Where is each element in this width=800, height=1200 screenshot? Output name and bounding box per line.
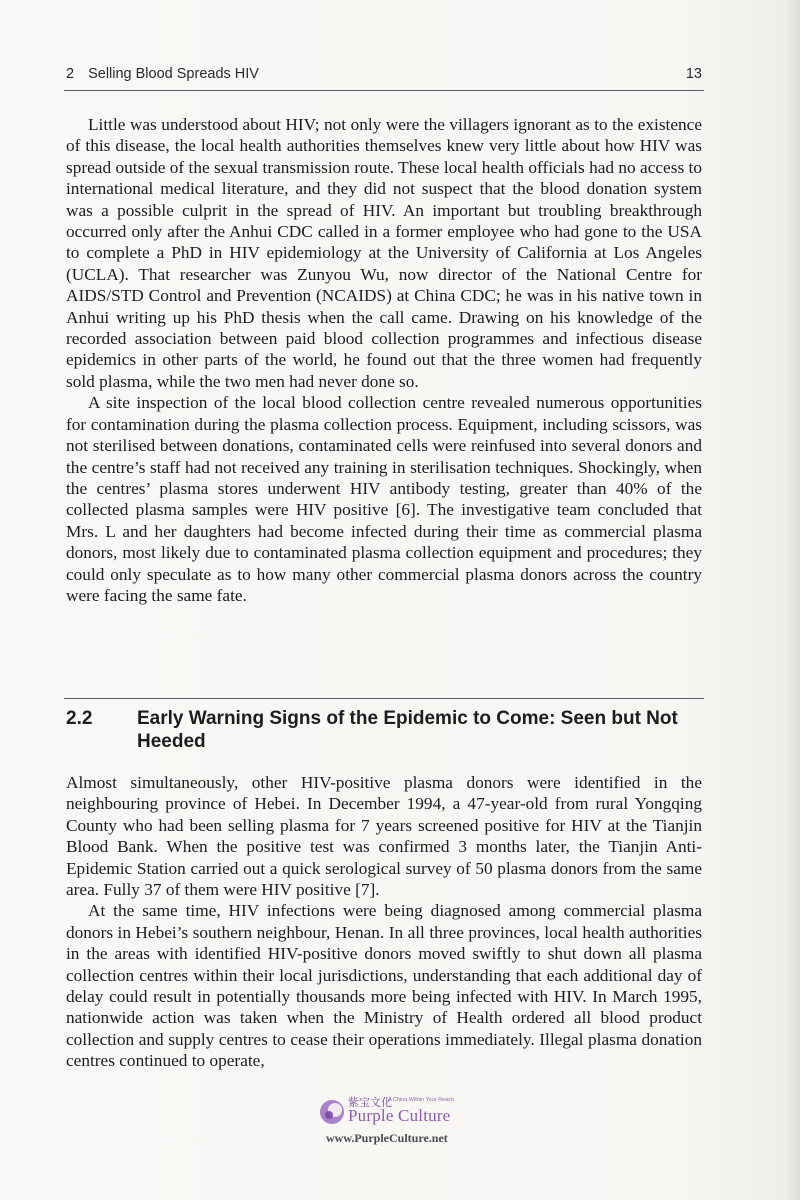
chapter-title: Selling Blood Spreads HIV bbox=[88, 66, 259, 82]
section-rule bbox=[64, 698, 704, 699]
watermark-brand: Purple Culture bbox=[348, 1106, 451, 1125]
body-text-top bbox=[66, 114, 702, 606]
watermark bbox=[318, 1090, 498, 1150]
watermark-tagline: A China Within Your Reach bbox=[388, 1097, 455, 1103]
section-number: 2.2 bbox=[66, 708, 93, 729]
page-number: 13 bbox=[685, 66, 702, 82]
watermark-chinese-name: 紫宝文化 bbox=[348, 1096, 392, 1109]
purple-culture-logo-icon bbox=[318, 1098, 346, 1126]
section-title: Early Warning Signs of the Epidemic to Come: Seen but Not Heeded bbox=[137, 708, 678, 752]
running-head bbox=[66, 66, 702, 82]
paragraph: A site inspection of the local blood collection centre revealed numerous opportunities for contamination during the plasma collection process. Equipment, including scissors, was not sterilised between donations, contaminated cells were reinfused into several donors and the centre’s staff had not received any training in sterilisation techniques. Shockingly, when the centres’ plasma stores underwent HIV antibody testing, greater than 40% of the collected plasma samples were HIV positive [6]. The investigative team concluded that Mrs. L and her daughters had become infected during their time as commercial plasma donors, most likely due to contaminated plasma collection equipment and procedures; they could only speculate as to how many other commercial plasma donors across the country were facing the same fate. bbox=[66, 393, 702, 605]
paragraph: Almost simultaneously, other HIV-positive plasma donors were identified in the neighbouring province of Hebei. In December 1994, a 47-year-old from rural Yongqing County who had been selling plasma for 7 years screened positive for HIV at the Tianjin Blood Bank. When the positive test was confirmed 3 months later, the Tianjin Anti-Epidemic Station carried out a quick serological survey of 50 plasma donors from the same area. Fully 37 of them were HIV positive [7]. bbox=[66, 773, 702, 900]
body-text-section bbox=[66, 772, 702, 1072]
watermark-url: www.PurpleCulture.net bbox=[326, 1131, 448, 1145]
running-head-left bbox=[66, 66, 259, 82]
chapter-number: 2 bbox=[66, 66, 75, 82]
section-heading bbox=[66, 707, 706, 753]
page-edge-shadow bbox=[786, 0, 800, 1200]
paragraph: Little was understood about HIV; not only were the villagers ignorant as to the existence of this disease, the local health authorities themselves knew very little about how HIV was spread outside of the sexual transmission route. These local health officials had no access to international medical literature, and they did not suspect that the blood donation system was a possible culprit in the spread of HIV. An important but troubling breakthrough occurred only after the Anhui CDC called in a former employee who had gone to the USA to complete a PhD in HIV epidemiology at the University of California at Los Angeles (UCLA). That researcher was Zunyou Wu, now director of the National Centre for AIDS/STD Control and Prevention (NCAIDS) at China CDC; he was in his native town in Anhui writing up his PhD thesis when the call came. Drawing on his knowledge of the recorded association between paid blood collection programmes and infectious disease epidemics in other parts of the world, he found out that the three women had frequently sold plasma, while the two men had never done so. bbox=[66, 115, 702, 391]
header-rule bbox=[64, 90, 704, 91]
paragraph: At the same time, HIV infections were being diagnosed among commercial plasma donors in Hebei’s southern neighbour, Henan. In all three provinces, local health authorities in the areas with identified HIV-positive donors moved swiftly to shut down all plasma collection centres within their local jurisdictions, understanding that each additional day of delay could result in potentially thousands more being infected with HIV. In March 1995, nationwide action was taken when the Ministry of Health ordered all blood product collection and supply centres to cease their operations immediately. Illegal plasma donation centres continued to operate, bbox=[66, 901, 702, 1071]
